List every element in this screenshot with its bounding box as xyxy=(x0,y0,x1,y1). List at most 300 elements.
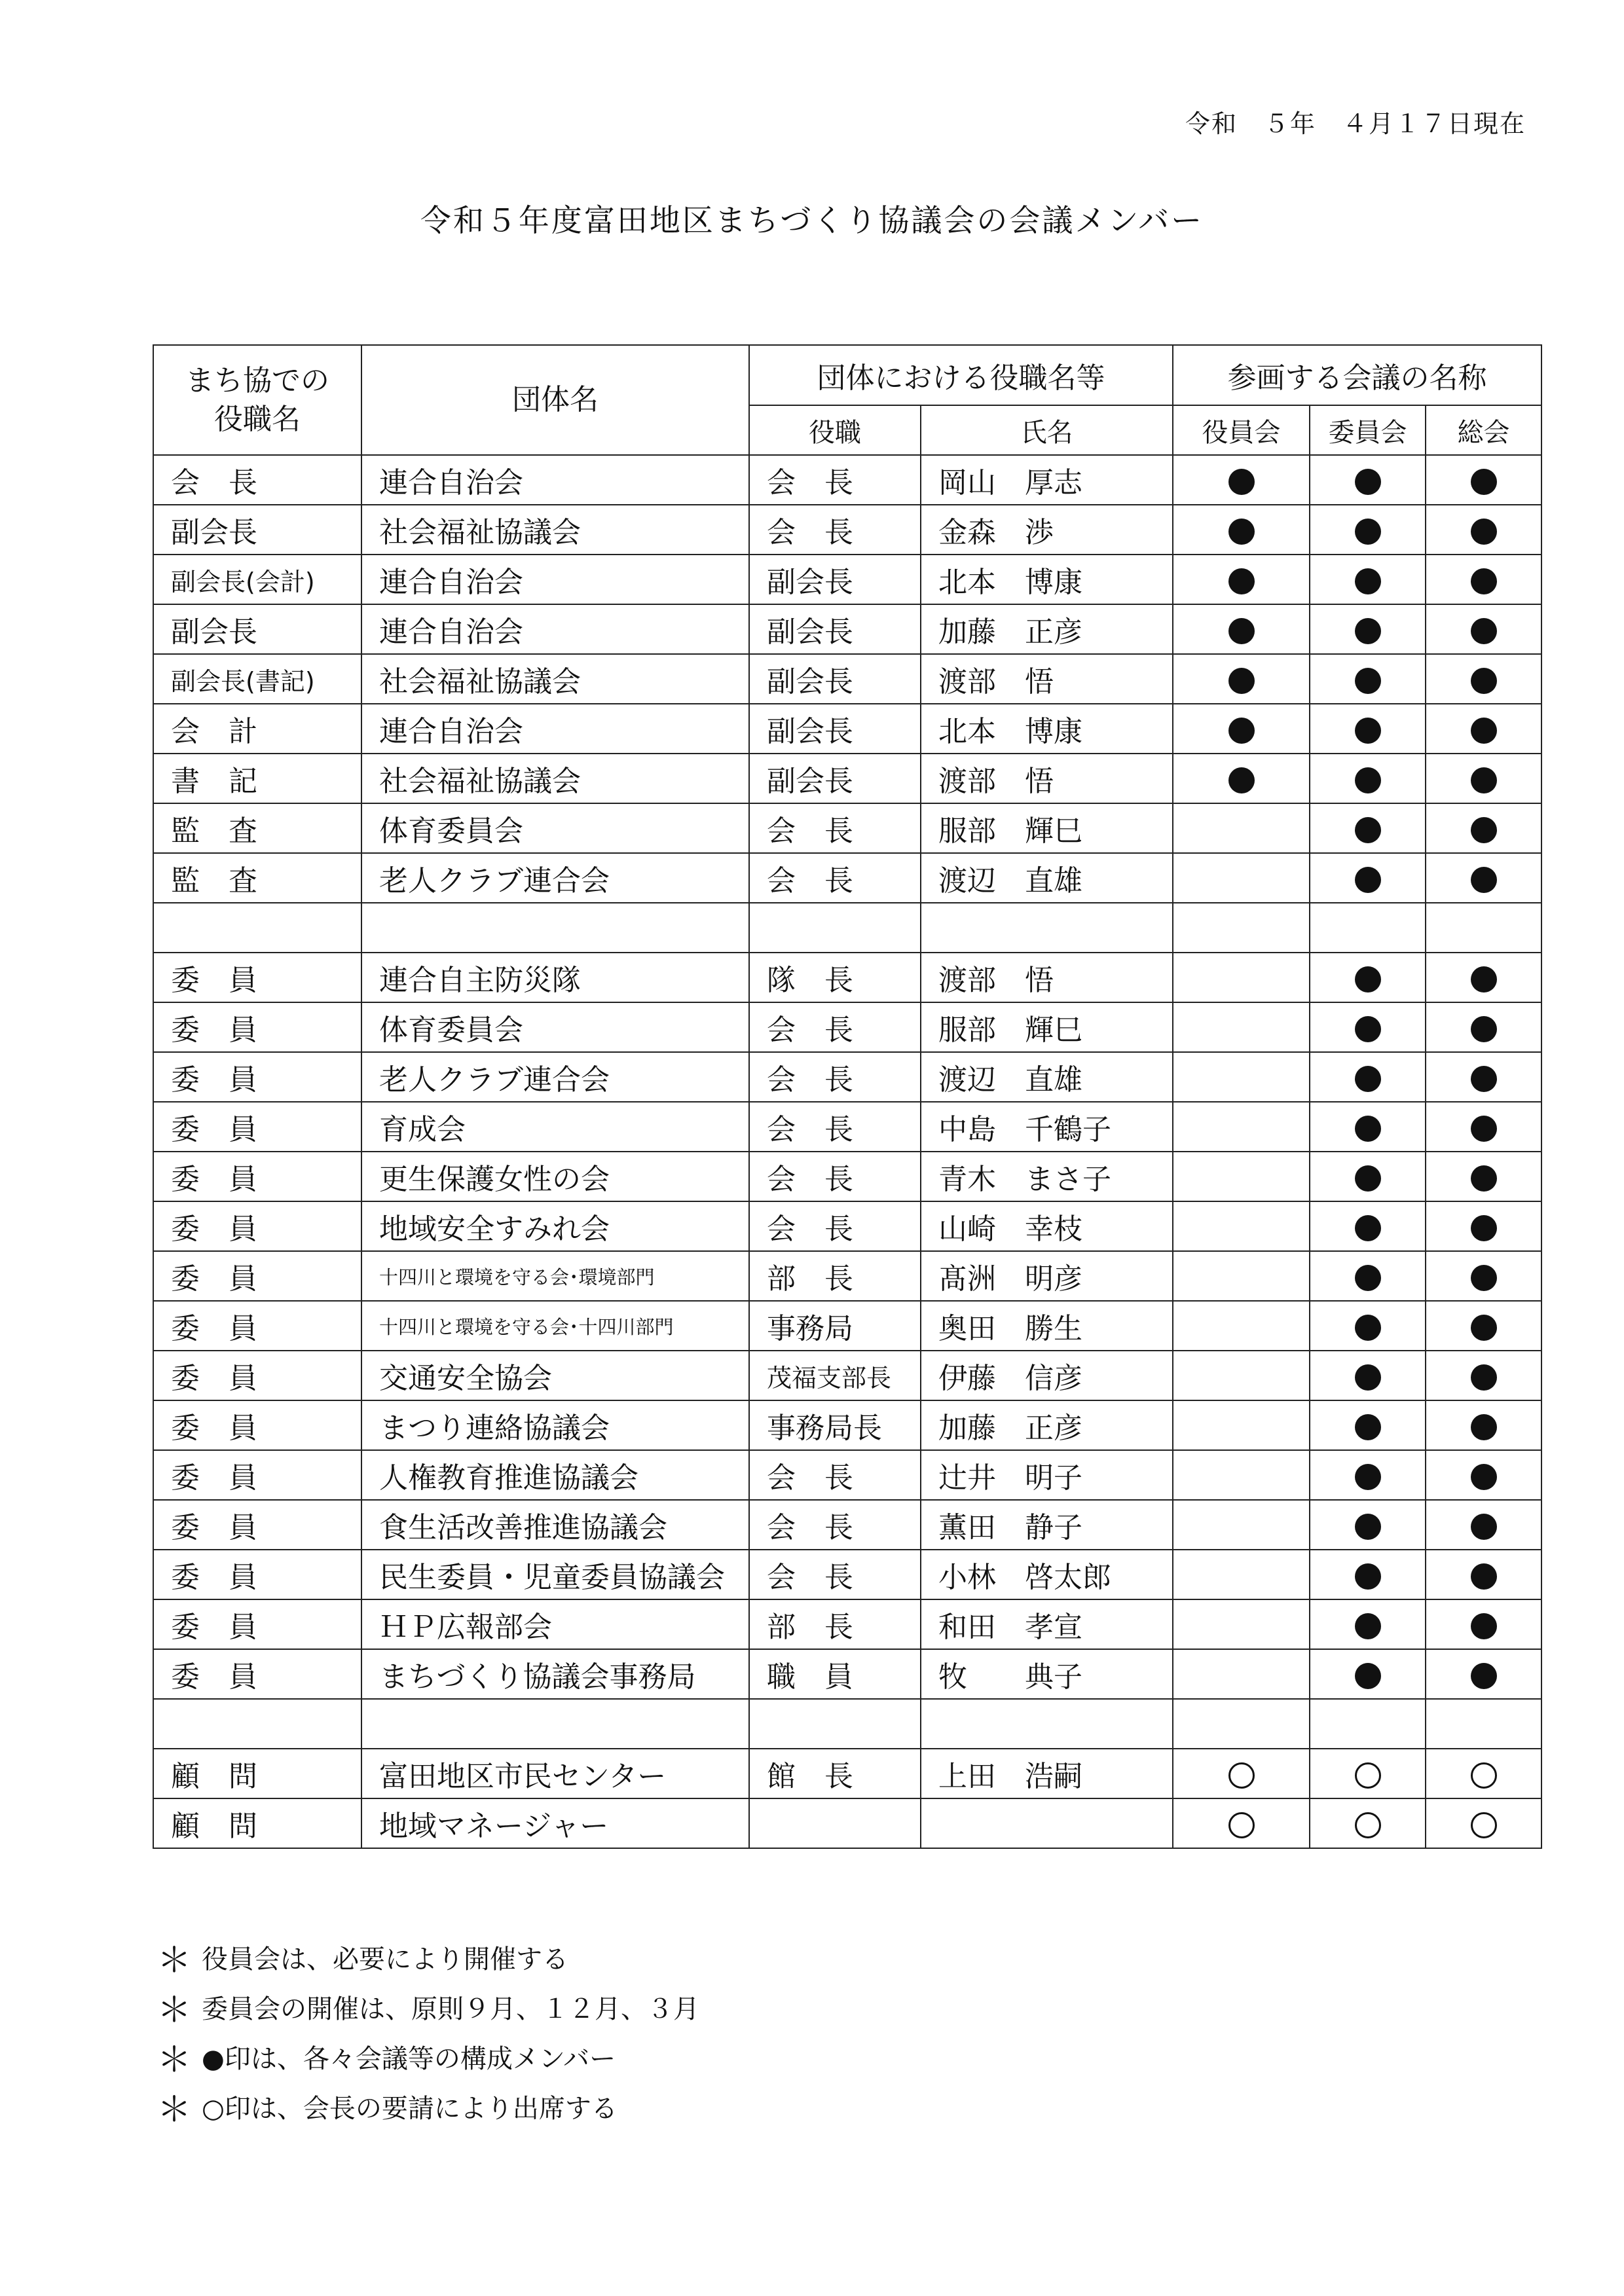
member-name-cell: 岡山 厚志 xyxy=(921,455,1173,505)
table-row xyxy=(153,1649,1541,1699)
officers-mark-cell xyxy=(1173,1052,1310,1102)
filled-circle-icon xyxy=(1355,568,1381,594)
member-name-cell: 伊藤 信彦 xyxy=(921,1351,1173,1400)
note-text: 役員会は、必要により開催する xyxy=(202,1944,568,1975)
table-row xyxy=(153,1749,1541,1798)
filled-circle-icon xyxy=(1355,966,1381,993)
position-cell: 副会長 xyxy=(749,654,921,704)
role-cell: 委 員 xyxy=(153,1649,361,1699)
filled-circle-icon xyxy=(1355,1066,1381,1092)
officers-mark-cell xyxy=(1173,1002,1310,1052)
position-cell: 会 長 xyxy=(749,1201,921,1251)
role-cell: 委 員 xyxy=(153,1201,361,1251)
committee-mark-cell xyxy=(1310,1450,1426,1500)
filled-circle-icon xyxy=(1471,1514,1497,1540)
group-cell: 地域安全すみれ会 xyxy=(361,1201,749,1251)
member-name-cell: 渡辺 直雄 xyxy=(921,1052,1173,1102)
general-mark-cell xyxy=(1426,1798,1541,1848)
member-name-cell: 加藤 正彦 xyxy=(921,1400,1173,1450)
group-cell: 人権教育推進協議会 xyxy=(361,1450,749,1500)
committee-mark-cell xyxy=(1310,1798,1426,1848)
general-mark-cell xyxy=(1426,1052,1541,1102)
table-row xyxy=(153,1351,1541,1400)
filled-circle-icon xyxy=(1471,1414,1497,1440)
member-name-cell: 中島 千鶴子 xyxy=(921,1102,1173,1152)
committee-mark-cell xyxy=(1310,853,1426,903)
committee-mark-cell xyxy=(1310,1500,1426,1550)
group-cell: 民生委員・児童委員協議会 xyxy=(361,1550,749,1599)
role-cell: 委 員 xyxy=(153,1301,361,1351)
officers-mark-cell xyxy=(1173,1798,1310,1848)
role-cell: 副会長 xyxy=(153,604,361,654)
filled-circle-icon xyxy=(1355,718,1381,744)
group-cell: 交通安全協会 xyxy=(361,1351,749,1400)
note-text: ●印は、各々会議等の構成メンバー xyxy=(202,2044,616,2074)
role-cell: 委 員 xyxy=(153,1351,361,1400)
position-cell: 会 長 xyxy=(749,1002,921,1052)
filled-circle-icon xyxy=(1355,1116,1381,1142)
member-name-cell: 牧 典子 xyxy=(921,1649,1173,1699)
table-row xyxy=(153,1599,1541,1649)
officers-mark-cell xyxy=(1173,1649,1310,1699)
member-name-cell: 渡部 悟 xyxy=(921,654,1173,704)
committee-mark-cell xyxy=(1310,1251,1426,1301)
role-cell: 監 査 xyxy=(153,803,361,853)
position-cell xyxy=(749,1699,921,1749)
note-item xyxy=(157,1935,699,1984)
filled-circle-icon xyxy=(1471,1364,1497,1391)
open-circle-icon xyxy=(1355,1762,1381,1789)
filled-circle-icon xyxy=(1471,1066,1497,1092)
group-cell: 十四川と環境を守る会･十四川部門 xyxy=(361,1301,749,1351)
general-mark-cell xyxy=(1426,853,1541,903)
table-row xyxy=(153,1699,1541,1749)
filled-circle-icon xyxy=(1355,618,1381,644)
general-meeting-header: 総会 xyxy=(1426,405,1541,455)
position-cell: 事務局 xyxy=(749,1301,921,1351)
group-cell: 連合自治会 xyxy=(361,704,749,754)
member-name-cell: 北本 博康 xyxy=(921,555,1173,604)
member-name-cell: 青木 まさ子 xyxy=(921,1152,1173,1201)
officers-mark-cell xyxy=(1173,555,1310,604)
general-mark-cell xyxy=(1426,903,1541,953)
table-row xyxy=(153,754,1541,803)
committee-mark-cell xyxy=(1310,1201,1426,1251)
members-table xyxy=(153,344,1542,1849)
committee-mark-cell xyxy=(1310,1052,1426,1102)
committee-mark-cell xyxy=(1310,903,1426,953)
position-cell: 茂福支部長 xyxy=(749,1351,921,1400)
filled-circle-icon xyxy=(1355,1464,1381,1490)
open-circle-icon xyxy=(1355,1812,1381,1838)
committee-mark-cell xyxy=(1310,1152,1426,1201)
table-row xyxy=(153,1400,1541,1450)
filled-circle-icon xyxy=(1471,1315,1497,1341)
notes xyxy=(157,1935,699,2134)
position-cell: 館 長 xyxy=(749,1749,921,1798)
position-cell xyxy=(749,1798,921,1848)
committee-mark-cell xyxy=(1310,1749,1426,1798)
filled-circle-icon xyxy=(1355,519,1381,545)
filled-circle-icon xyxy=(1355,1514,1381,1540)
member-rows xyxy=(153,455,1541,1848)
position-cell: 会 長 xyxy=(749,1450,921,1500)
officers-mark-cell xyxy=(1173,1301,1310,1351)
name-header: 氏名 xyxy=(921,405,1173,455)
officers-mark-cell xyxy=(1173,1201,1310,1251)
officers-mark-cell xyxy=(1173,1749,1310,1798)
position-header: 役職 xyxy=(749,405,921,455)
group-cell: 連合自治会 xyxy=(361,455,749,505)
group-cell: 体育委員会 xyxy=(361,1002,749,1052)
group-cell: 老人クラブ連合会 xyxy=(361,1052,749,1102)
position-cell: 会 長 xyxy=(749,1152,921,1201)
member-name-cell xyxy=(921,903,1173,953)
role-cell: 会 計 xyxy=(153,704,361,754)
position-cell: 副会長 xyxy=(749,555,921,604)
table-row xyxy=(153,953,1541,1002)
table-row xyxy=(153,654,1541,704)
group-cell: ＨＰ広報部会 xyxy=(361,1599,749,1649)
filled-circle-icon xyxy=(1471,966,1497,993)
filled-circle-icon xyxy=(1471,1165,1497,1192)
general-mark-cell xyxy=(1426,754,1541,803)
group-cell: 社会福祉協議会 xyxy=(361,505,749,555)
table-row xyxy=(153,1251,1541,1301)
group-cell: 育成会 xyxy=(361,1102,749,1152)
filled-circle-icon xyxy=(1471,1215,1497,1241)
filled-circle-icon xyxy=(1471,1464,1497,1490)
table-row xyxy=(153,1052,1541,1102)
filled-circle-icon xyxy=(1355,767,1381,793)
general-mark-cell xyxy=(1426,1749,1541,1798)
role-cell: 副会長 xyxy=(153,505,361,555)
general-mark-cell xyxy=(1426,1500,1541,1550)
group-cell: まつり連絡協議会 xyxy=(361,1400,749,1450)
table-row xyxy=(153,505,1541,555)
filled-circle-icon xyxy=(1471,1016,1497,1042)
role-cell: 委 員 xyxy=(153,1052,361,1102)
open-circle-icon xyxy=(1471,1762,1497,1789)
role-cell: 委 員 xyxy=(153,1599,361,1649)
officers-mark-cell xyxy=(1173,1550,1310,1599)
filled-circle-icon xyxy=(1355,1613,1381,1639)
member-name-cell xyxy=(921,1798,1173,1848)
filled-circle-icon xyxy=(1228,668,1255,694)
filled-circle-icon xyxy=(1471,1663,1497,1689)
officers-mark-cell xyxy=(1173,1599,1310,1649)
asterisk-icon: ＊ xyxy=(157,2090,192,2130)
general-mark-cell xyxy=(1426,604,1541,654)
committee-mark-cell xyxy=(1310,1351,1426,1400)
officers-mark-cell xyxy=(1173,1152,1310,1201)
committee-meeting-header: 委員会 xyxy=(1310,405,1426,455)
committee-mark-cell xyxy=(1310,455,1426,505)
member-name-cell: 和田 孝宣 xyxy=(921,1599,1173,1649)
group-cell: まちづくり協議会事務局 xyxy=(361,1649,749,1699)
role-cell: 副会長(書記) xyxy=(153,654,361,704)
general-mark-cell xyxy=(1426,1301,1541,1351)
officers-mark-cell xyxy=(1173,903,1310,953)
officers-mark-cell xyxy=(1173,1251,1310,1301)
filled-circle-icon xyxy=(1355,817,1381,843)
member-name-cell: 上田 浩嗣 xyxy=(921,1749,1173,1798)
member-name-cell: 服部 輝巳 xyxy=(921,803,1173,853)
filled-circle-icon xyxy=(1355,1315,1381,1341)
asterisk-icon: ＊ xyxy=(157,1991,192,2030)
group-cell: 社会福祉協議会 xyxy=(361,654,749,704)
committee-mark-cell xyxy=(1310,953,1426,1002)
officers-mark-cell xyxy=(1173,505,1310,555)
table-row xyxy=(153,903,1541,953)
officers-mark-cell xyxy=(1173,1351,1310,1400)
open-circle-icon xyxy=(1228,1762,1255,1789)
general-mark-cell xyxy=(1426,654,1541,704)
role-cell: 監 査 xyxy=(153,853,361,903)
officers-mark-cell xyxy=(1173,704,1310,754)
role-cell: 委 員 xyxy=(153,1152,361,1201)
officers-mark-cell xyxy=(1173,953,1310,1002)
officers-mark-cell xyxy=(1173,1450,1310,1500)
filled-circle-icon xyxy=(1355,1215,1381,1241)
role-cell: 委 員 xyxy=(153,1400,361,1450)
filled-circle-icon xyxy=(1355,469,1381,495)
committee-mark-cell xyxy=(1310,505,1426,555)
filled-circle-icon xyxy=(1471,1613,1497,1639)
table-row xyxy=(153,803,1541,853)
committee-mark-cell xyxy=(1310,1002,1426,1052)
member-name-cell: 髙洲 明彦 xyxy=(921,1251,1173,1301)
filled-circle-icon xyxy=(1471,718,1497,744)
general-mark-cell xyxy=(1426,803,1541,853)
filled-circle-icon xyxy=(1471,469,1497,495)
filled-circle-icon xyxy=(1228,767,1255,793)
filled-circle-icon xyxy=(1355,1165,1381,1192)
general-mark-cell xyxy=(1426,1251,1541,1301)
note-item xyxy=(157,2084,699,2134)
member-name-cell: 薫田 静子 xyxy=(921,1500,1173,1550)
general-mark-cell xyxy=(1426,555,1541,604)
group-cell: 地域マネージャー xyxy=(361,1798,749,1848)
committee-mark-cell xyxy=(1310,1649,1426,1699)
position-cell: 部 長 xyxy=(749,1251,921,1301)
role-cell: 委 員 xyxy=(153,1002,361,1052)
general-mark-cell xyxy=(1426,1002,1541,1052)
group-cell: 連合自治会 xyxy=(361,555,749,604)
officers-mark-cell xyxy=(1173,455,1310,505)
general-mark-cell xyxy=(1426,704,1541,754)
position-cell: 事務局長 xyxy=(749,1400,921,1450)
group-cell xyxy=(361,903,749,953)
officers-mark-cell xyxy=(1173,803,1310,853)
committee-mark-cell xyxy=(1310,555,1426,604)
position-cell: 副会長 xyxy=(749,704,921,754)
position-cell: 部 長 xyxy=(749,1599,921,1649)
role-cell: 委 員 xyxy=(153,953,361,1002)
filled-circle-icon xyxy=(1355,1364,1381,1391)
header-row-1 xyxy=(153,345,1541,405)
table-row xyxy=(153,1102,1541,1152)
officers-mark-cell xyxy=(1173,754,1310,803)
table-row xyxy=(153,1301,1541,1351)
general-mark-cell xyxy=(1426,1400,1541,1450)
group-cell: 更生保護女性の会 xyxy=(361,1152,749,1201)
position-cell: 会 長 xyxy=(749,1102,921,1152)
role-cell: 書 記 xyxy=(153,754,361,803)
member-name-cell: 北本 博康 xyxy=(921,704,1173,754)
role-cell: 顧 問 xyxy=(153,1798,361,1848)
note-text: 委員会の開催は、原則９月、１２月、３月 xyxy=(202,1994,699,2024)
note-item xyxy=(157,2034,699,2084)
group-cell: 十四川と環境を守る会･環境部門 xyxy=(361,1251,749,1301)
filled-circle-icon xyxy=(1471,519,1497,545)
open-circle-icon xyxy=(1471,1812,1497,1838)
table-row xyxy=(153,1550,1541,1599)
group-cell xyxy=(361,1699,749,1749)
officers-mark-cell xyxy=(1173,1699,1310,1749)
role-header: まち協での 役職名 xyxy=(153,345,361,455)
position-cell: 隊 長 xyxy=(749,953,921,1002)
table-row xyxy=(153,1500,1541,1550)
filled-circle-icon xyxy=(1355,1414,1381,1440)
general-mark-cell xyxy=(1426,505,1541,555)
member-name-cell xyxy=(921,1699,1173,1749)
committee-mark-cell xyxy=(1310,1400,1426,1450)
filled-circle-icon xyxy=(1471,1563,1497,1590)
general-mark-cell xyxy=(1426,1450,1541,1500)
filled-circle-icon xyxy=(1471,817,1497,843)
role-cell: 会 長 xyxy=(153,455,361,505)
filled-circle-icon xyxy=(1471,867,1497,893)
officers-mark-cell xyxy=(1173,853,1310,903)
group-cell: 食生活改善推進協議会 xyxy=(361,1500,749,1550)
general-mark-cell xyxy=(1426,455,1541,505)
general-mark-cell xyxy=(1426,1699,1541,1749)
filled-circle-icon xyxy=(1228,568,1255,594)
table-row xyxy=(153,1002,1541,1052)
committee-mark-cell xyxy=(1310,1102,1426,1152)
position-cell: 職 員 xyxy=(749,1649,921,1699)
general-mark-cell xyxy=(1426,1550,1541,1599)
table-row xyxy=(153,455,1541,505)
filled-circle-icon xyxy=(1228,469,1255,495)
committee-mark-cell xyxy=(1310,1599,1426,1649)
position-cell: 会 長 xyxy=(749,1500,921,1550)
table-row xyxy=(153,1450,1541,1500)
group-cell: 連合自主防災隊 xyxy=(361,953,749,1002)
open-circle-icon xyxy=(1228,1812,1255,1838)
filled-circle-icon xyxy=(1228,519,1255,545)
table-row xyxy=(153,853,1541,903)
general-mark-cell xyxy=(1426,1599,1541,1649)
group-cell: 社会福祉協議会 xyxy=(361,754,749,803)
group-cell: 体育委員会 xyxy=(361,803,749,853)
filled-circle-icon xyxy=(1355,1563,1381,1590)
position-cell: 会 長 xyxy=(749,1052,921,1102)
committee-mark-cell xyxy=(1310,704,1426,754)
member-name-cell: 山崎 幸枝 xyxy=(921,1201,1173,1251)
role-cell: 委 員 xyxy=(153,1500,361,1550)
member-name-cell: 渡部 悟 xyxy=(921,953,1173,1002)
role-cell: 委 員 xyxy=(153,1251,361,1301)
asterisk-icon: ＊ xyxy=(157,1941,192,1980)
member-name-cell: 小林 啓太郎 xyxy=(921,1550,1173,1599)
filled-circle-icon xyxy=(1355,668,1381,694)
position-cell: 副会長 xyxy=(749,754,921,803)
group-position-header: 団体における役職名等 xyxy=(749,345,1173,405)
role-cell: 委 員 xyxy=(153,1450,361,1500)
position-cell: 会 長 xyxy=(749,853,921,903)
member-name-cell: 辻井 明子 xyxy=(921,1450,1173,1500)
filled-circle-icon xyxy=(1471,1265,1497,1291)
member-name-cell: 加藤 正彦 xyxy=(921,604,1173,654)
group-cell: 老人クラブ連合会 xyxy=(361,853,749,903)
table-row xyxy=(153,704,1541,754)
committee-mark-cell xyxy=(1310,754,1426,803)
filled-circle-icon xyxy=(1228,618,1255,644)
member-name-cell: 金森 渉 xyxy=(921,505,1173,555)
member-name-cell: 奥田 勝生 xyxy=(921,1301,1173,1351)
filled-circle-icon xyxy=(1355,867,1381,893)
general-mark-cell xyxy=(1426,1152,1541,1201)
officers-mark-cell xyxy=(1173,654,1310,704)
role-cell xyxy=(153,903,361,953)
page-title: 令和５年度富田地区まちづくり協議会の会議メンバー xyxy=(420,203,1204,239)
filled-circle-icon xyxy=(1471,618,1497,644)
filled-circle-icon xyxy=(1228,718,1255,744)
member-name-cell: 渡部 悟 xyxy=(921,754,1173,803)
filled-circle-icon xyxy=(1471,1116,1497,1142)
general-mark-cell xyxy=(1426,1102,1541,1152)
position-cell: 会 長 xyxy=(749,1550,921,1599)
committee-mark-cell xyxy=(1310,604,1426,654)
group-header: 団体名 xyxy=(361,345,749,455)
role-cell xyxy=(153,1699,361,1749)
general-mark-cell xyxy=(1426,1351,1541,1400)
committee-mark-cell xyxy=(1310,654,1426,704)
table-row xyxy=(153,604,1541,654)
general-mark-cell xyxy=(1426,1649,1541,1699)
note-item xyxy=(157,1984,699,2034)
member-name-cell: 服部 輝巳 xyxy=(921,1002,1173,1052)
meetings-header: 参画する会議の名称 xyxy=(1173,345,1541,405)
filled-circle-icon xyxy=(1471,568,1497,594)
committee-mark-cell xyxy=(1310,1550,1426,1599)
date-line: 令和 ５年 ４月１７日現在 xyxy=(1185,109,1526,138)
role-cell: 委 員 xyxy=(153,1550,361,1599)
table-row xyxy=(153,1201,1541,1251)
asterisk-icon: ＊ xyxy=(157,2041,192,2080)
general-mark-cell xyxy=(1426,953,1541,1002)
position-cell: 会 長 xyxy=(749,455,921,505)
role-cell: 副会長(会計) xyxy=(153,555,361,604)
officers-mark-cell xyxy=(1173,1500,1310,1550)
filled-circle-icon xyxy=(1355,1265,1381,1291)
filled-circle-icon xyxy=(1355,1016,1381,1042)
officers-mark-cell xyxy=(1173,1400,1310,1450)
role-cell: 顧 問 xyxy=(153,1749,361,1798)
filled-circle-icon xyxy=(1471,767,1497,793)
filled-circle-icon xyxy=(1471,668,1497,694)
officers-mark-cell xyxy=(1173,1102,1310,1152)
officers-meeting-header: 役員会 xyxy=(1173,405,1310,455)
role-cell: 委 員 xyxy=(153,1102,361,1152)
table-row xyxy=(153,1152,1541,1201)
position-cell: 会 長 xyxy=(749,803,921,853)
general-mark-cell xyxy=(1426,1201,1541,1251)
table-row xyxy=(153,555,1541,604)
table-row xyxy=(153,1798,1541,1848)
